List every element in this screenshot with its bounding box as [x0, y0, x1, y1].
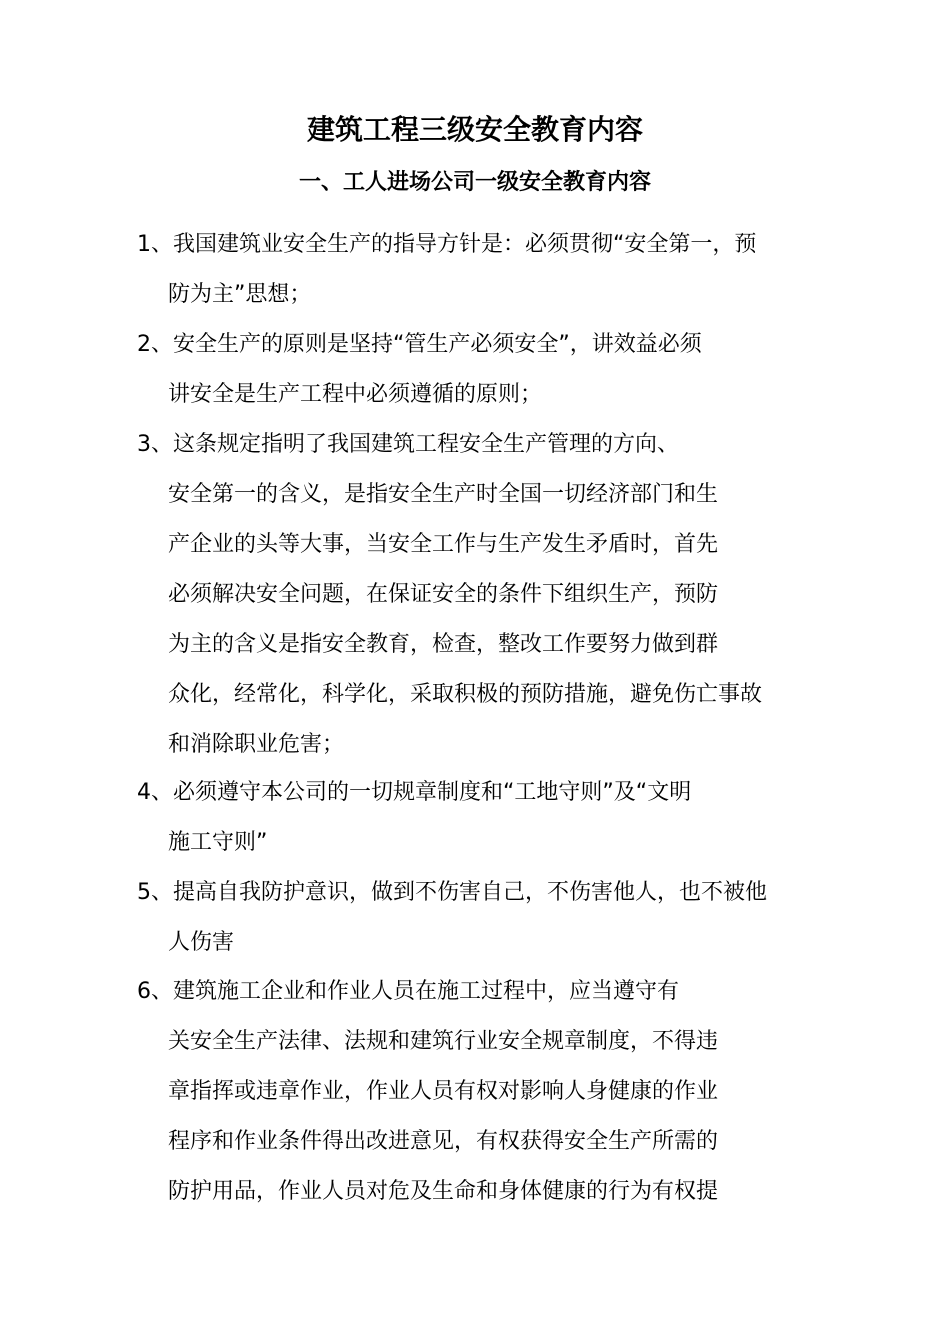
- document-title: 建筑工程三级安全教育内容: [306, 113, 643, 146]
- item-6-line-1: 6、建筑施工企业和作业人员在施工过程中，应当遵守有: [137, 979, 679, 1004]
- item-6-line-3: 章指挥或违章作业，作业人员有权对影响人身健康的作业: [168, 1079, 719, 1104]
- item-2-line-1: 2、安全生产的原则是坚持“管生产必须安全”，讲效益必须: [137, 332, 702, 357]
- item-3-line-6: 众化，经常化，科学化，采取积极的预防措施，避免伤亡事故: [168, 682, 763, 707]
- item-3-line-3: 产企业的头等大事，当安全工作与生产发生矛盾时，首先: [168, 532, 719, 557]
- item-1-line-1: 1、我国建筑业安全生产的指导方针是：必须贯彻“安全第一，预: [137, 232, 757, 257]
- item-4-line-2: 施工守则”: [168, 830, 268, 855]
- item-5-line-2: 人伤害: [168, 930, 235, 955]
- item-3-line-7: 和消除职业危害；: [168, 732, 345, 757]
- item-6-line-4: 程序和作业条件得出改进意见，有权获得安全生产所需的: [168, 1129, 719, 1154]
- item-3-line-4: 必须解决安全问题，在保证安全的条件下组织生产，预防: [168, 582, 719, 607]
- item-3-line-2: 安全第一的含义，是指安全生产时全国一切经济部门和生: [168, 482, 719, 507]
- item-5-line-1: 5、提高自我防护意识，做到不伤害自己，不伤害他人，也不被他: [137, 880, 767, 905]
- section-heading: 一、工人进场公司一级安全教育内容: [298, 170, 651, 195]
- item-3-line-5: 为主的含义是指安全教育，检查，整改工作要努力做到群: [168, 632, 719, 657]
- item-6-line-2: 关安全生产法律、法规和建筑行业安全规章制度，不得违: [168, 1029, 719, 1054]
- item-1-line-2: 防为主”思想；: [168, 282, 312, 307]
- item-3-line-1: 3、这条规定指明了我国建筑工程安全生产管理的方向、: [137, 432, 679, 457]
- item-6-line-5: 防护用品，作业人员对危及生命和身体健康的行为有权提: [168, 1179, 719, 1204]
- item-2-line-2: 讲安全是生产工程中必须遵循的原则；: [168, 382, 543, 407]
- item-4-line-1: 4、必须遵守本公司的一切规章制度和“工地守则”及“文明: [137, 780, 692, 805]
